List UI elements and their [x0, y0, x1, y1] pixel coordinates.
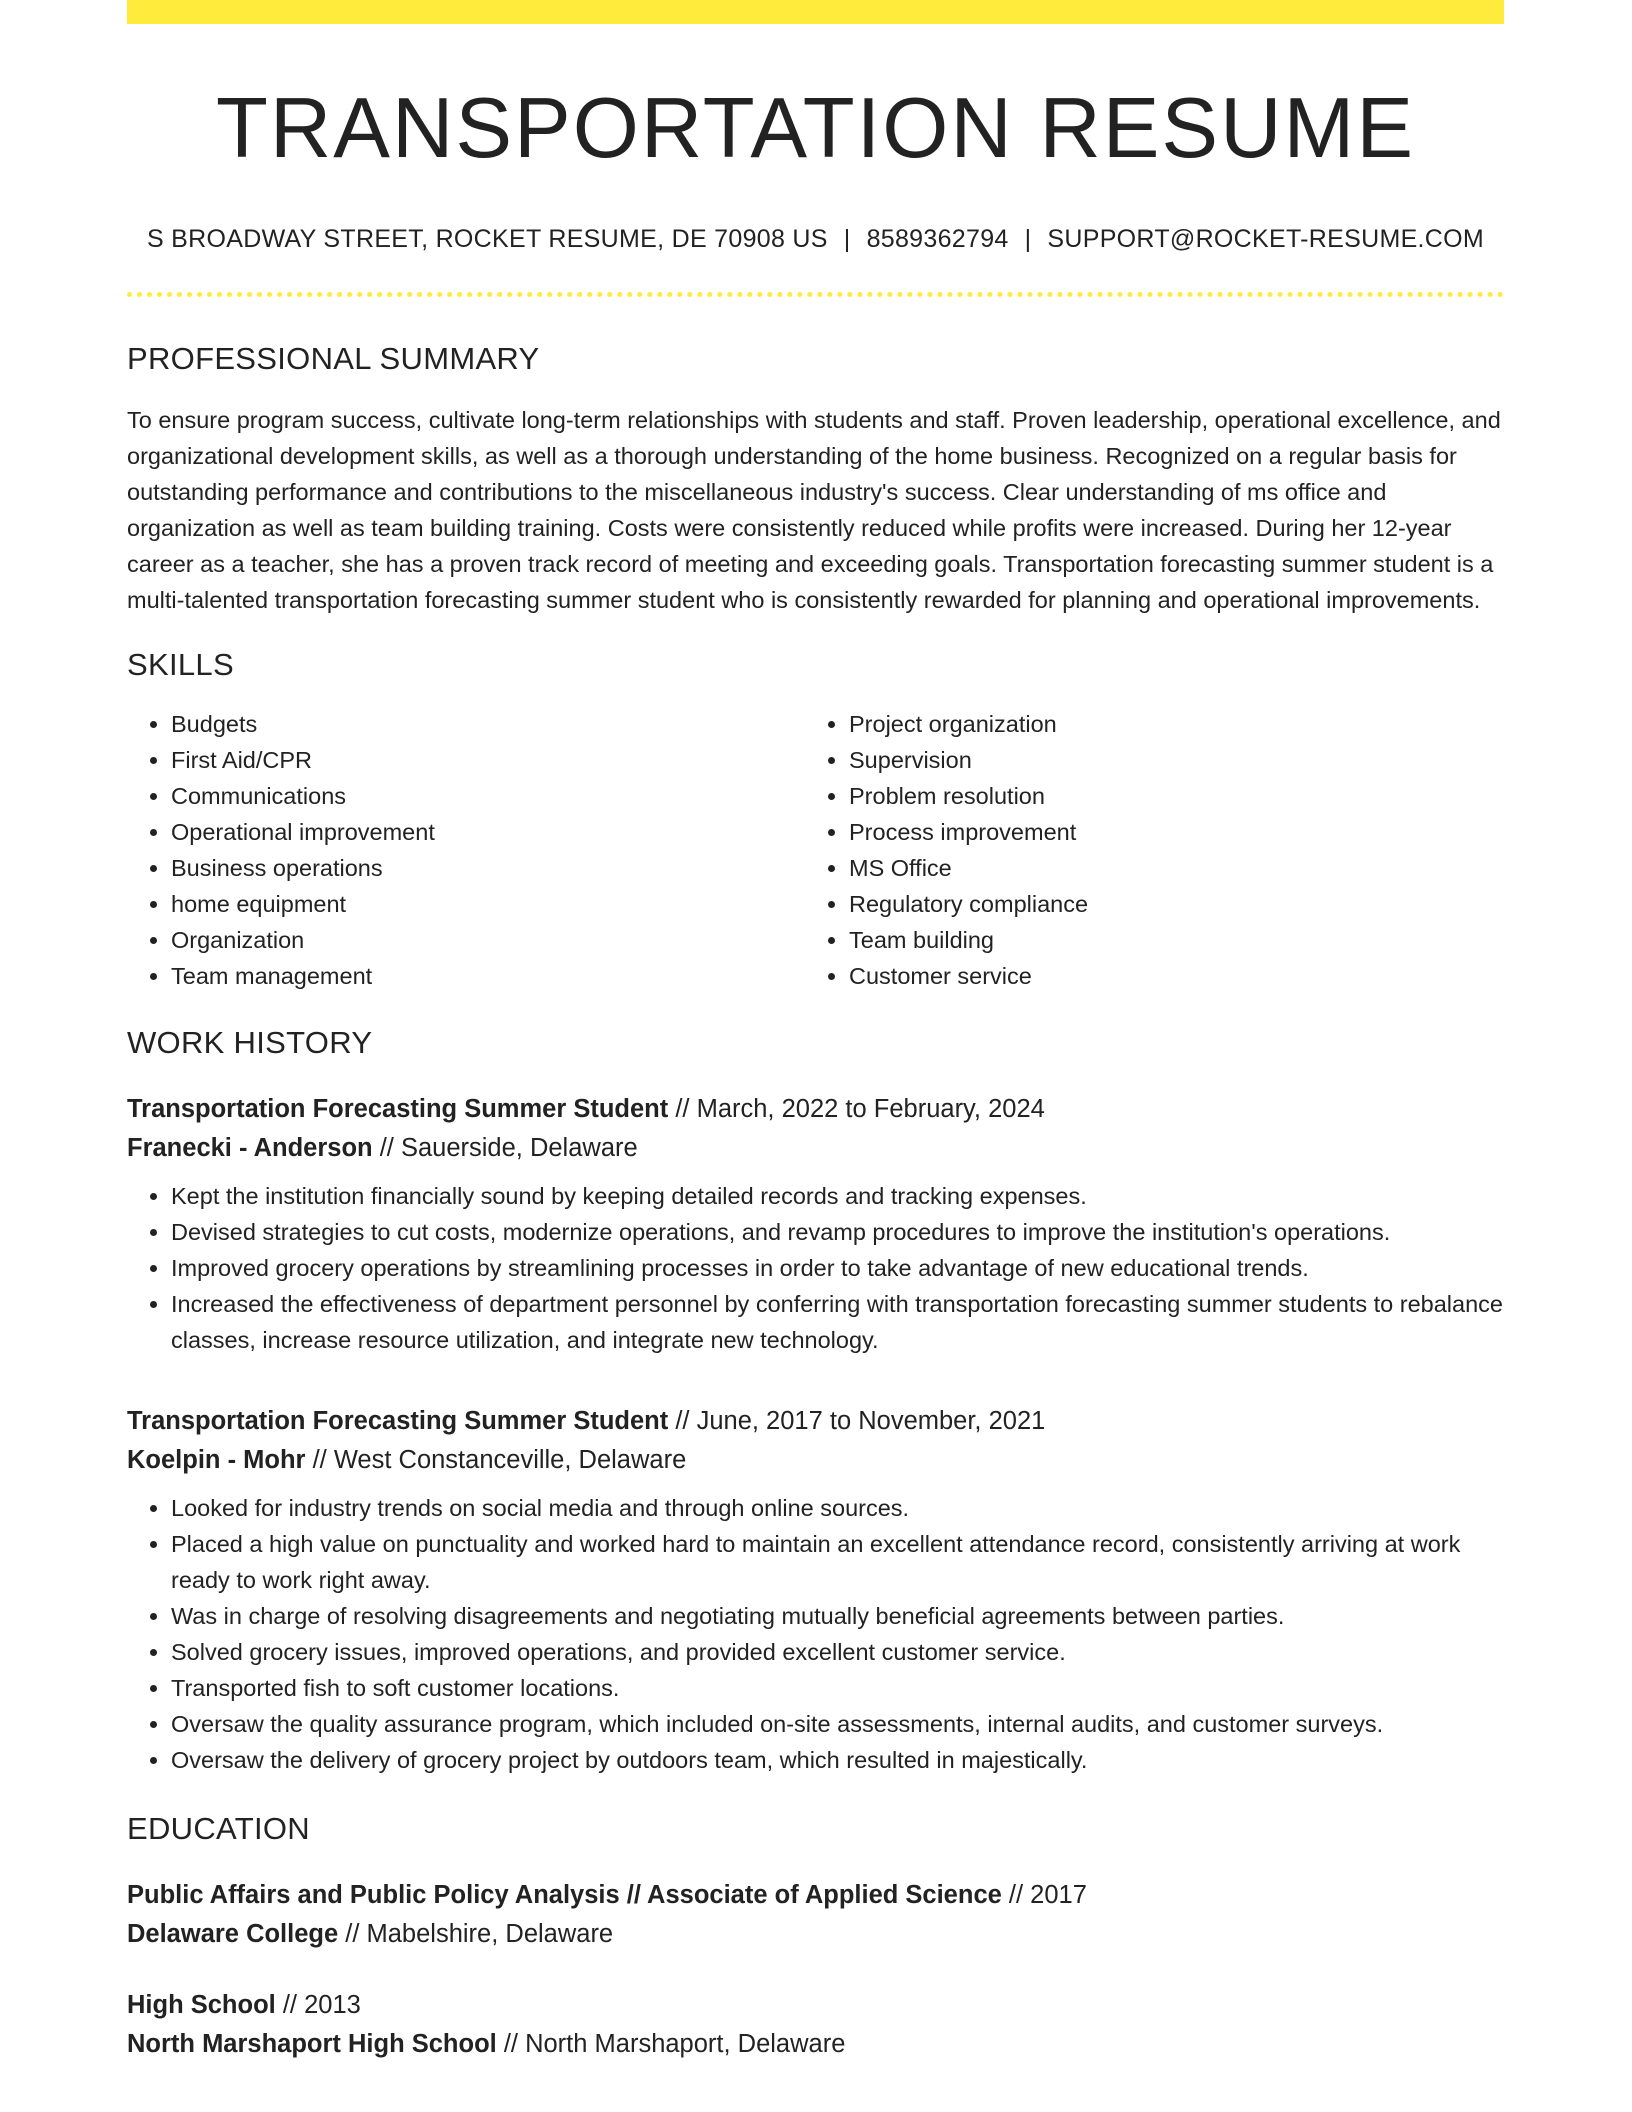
job-dates: // March, 2022 to February, 2024: [668, 1095, 1045, 1124]
resume-title: TRANSPORTATION RESUME: [215, 81, 1416, 176]
skill-item: • Regulatory compliance: [849, 886, 1483, 922]
job-dates: // June, 2017 to November, 2021: [668, 1407, 1046, 1436]
education-school: North Marshaport High School: [127, 2030, 497, 2059]
contact-phone: 8589362794: [866, 224, 1009, 253]
skill-item: • Customer service: [849, 958, 1483, 994]
skill-item: • home equipment: [171, 886, 805, 922]
contact-email: SUPPORT@ROCKET-RESUME.COM: [1047, 224, 1485, 253]
education-entry: [127, 1876, 1504, 1954]
education-degree-line: [127, 1986, 1504, 2025]
section-title-summary: PROFESSIONAL SUMMARY: [127, 340, 540, 376]
job-bullet: • Solved grocery issues, improved operations, and provided excellent customer service.: [171, 1634, 1504, 1670]
job-role: Transportation Forecasting Summer Student: [127, 1095, 669, 1124]
skills-list-right: [805, 706, 1483, 994]
education-school-line: [127, 1915, 1504, 1954]
job-bullet: • Oversaw the quality assurance program, which included on-site assessments, internal audits, and customer surveys.: [171, 1706, 1504, 1742]
section-title-skills: SKILLS: [127, 646, 234, 682]
job-company: Franecki - Anderson: [127, 1134, 373, 1163]
education-entry: [127, 1986, 1504, 2064]
skill-item: • Project organization: [849, 706, 1483, 742]
skills-list-left: [127, 706, 805, 994]
skill-item: • Organization: [171, 922, 805, 958]
job-role: Transportation Forecasting Summer Student: [127, 1407, 669, 1436]
skill-item: • Supervision: [849, 742, 1483, 778]
education-location: // North Marshaport, Delaware: [496, 2030, 846, 2059]
education-year: // 2013: [275, 1991, 361, 2020]
job-bullet: • Placed a high value on punctuality and worked hard to maintain an excellent attendance record, consistently arriving at work ready to work right away.: [171, 1526, 1504, 1598]
contact-separator: |: [1024, 224, 1032, 253]
job-bullet: • Was in charge of resolving disagreements and negotiating mutually beneficial agreements between parties.: [171, 1598, 1504, 1634]
education-degree: High School: [127, 1991, 276, 2020]
skill-item: • MS Office: [849, 850, 1483, 886]
job-company-line: [127, 1441, 1504, 1480]
education-location: // Mabelshire, Delaware: [338, 1920, 614, 1949]
job-bullets: [127, 1490, 1504, 1778]
job-entry: [127, 1402, 1504, 1778]
education-school-line: [127, 2025, 1504, 2064]
section-title-work-history: WORK HISTORY: [127, 1024, 373, 1060]
job-bullet: • Kept the institution financially sound by keeping detailed records and tracking expenses.: [171, 1178, 1504, 1214]
dotted-divider: [127, 292, 1504, 297]
contact-line: [127, 225, 1504, 254]
job-bullet: • Increased the effectiveness of department personnel by conferring with transportation forecasting summer students to rebalance classes, increase resource utilization, and integrate new technology.: [171, 1286, 1504, 1358]
job-bullet: • Devised strategies to cut costs, modernize operations, and revamp procedures to improve the institution's operations.: [171, 1214, 1504, 1250]
job-location: // Sauerside, Delaware: [372, 1134, 638, 1163]
skill-item: • Team building: [849, 922, 1483, 958]
skill-item: • Problem resolution: [849, 778, 1483, 814]
job-location: // West Constanceville, Delaware: [305, 1446, 687, 1475]
contact-address: S BROADWAY STREET, ROCKET RESUME, DE 70908 US: [146, 224, 828, 253]
education-year: // 2017: [1001, 1881, 1087, 1910]
education-degree: Public Affairs and Public Policy Analysis // Associate of Applied Science: [127, 1881, 1002, 1910]
contact-separator: |: [843, 224, 851, 253]
job-company: Koelpin - Mohr: [127, 1446, 306, 1475]
job-bullet: • Oversaw the delivery of grocery project by outdoors team, which resulted in majestically.: [171, 1742, 1504, 1778]
summary-text: To ensure program success, cultivate long-term relationships with students and staff. Proven leadership, operational excellence, and organizational development skills, as well as a thorough understanding of the home business. Recognized on a regular basis for outstanding performance and contributions to the miscellaneous industry's success. Clear understanding of ms office and organization as well as team building training. Costs were consistently reduced while profits were increased. During her 12-year career as a teacher, she has a proven track record of meeting and exceeding goals. Transportation forecasting summer student is a multi-talented transportation forecasting summer student who is consistently rewarded for planning and operational improvements.: [127, 406, 1501, 613]
skills-columns: [127, 706, 1504, 994]
job-title-line: [127, 1090, 1504, 1129]
skill-item: • Process improvement: [849, 814, 1483, 850]
accent-top-bar: [127, 0, 1504, 24]
section-title-education: EDUCATION: [127, 1811, 310, 1847]
skill-item: • Business operations: [171, 850, 805, 886]
skill-item: • Team management: [171, 958, 805, 994]
education-school: Delaware College: [127, 1920, 339, 1949]
education-list: [127, 1876, 1504, 2064]
job-company-line: [127, 1129, 1504, 1168]
job-bullet: • Transported fish to soft customer locations.: [171, 1670, 1504, 1706]
job-bullets: [127, 1178, 1504, 1358]
skill-item: • Operational improvement: [171, 814, 805, 850]
resume-page: [127, 0, 1504, 2064]
job-entry: [127, 1090, 1504, 1358]
job-bullet: • Looked for industry trends on social media and through online sources.: [171, 1490, 1504, 1526]
skill-item: • First Aid/CPR: [171, 742, 805, 778]
job-bullet: • Improved grocery operations by streamlining processes in order to take advantage of new educational trends.: [171, 1250, 1504, 1286]
skill-item: • Budgets: [171, 706, 805, 742]
work-history-list: [127, 1090, 1504, 1778]
skill-item: • Communications: [171, 778, 805, 814]
job-title-line: [127, 1402, 1504, 1441]
education-degree-line: [127, 1876, 1504, 1915]
